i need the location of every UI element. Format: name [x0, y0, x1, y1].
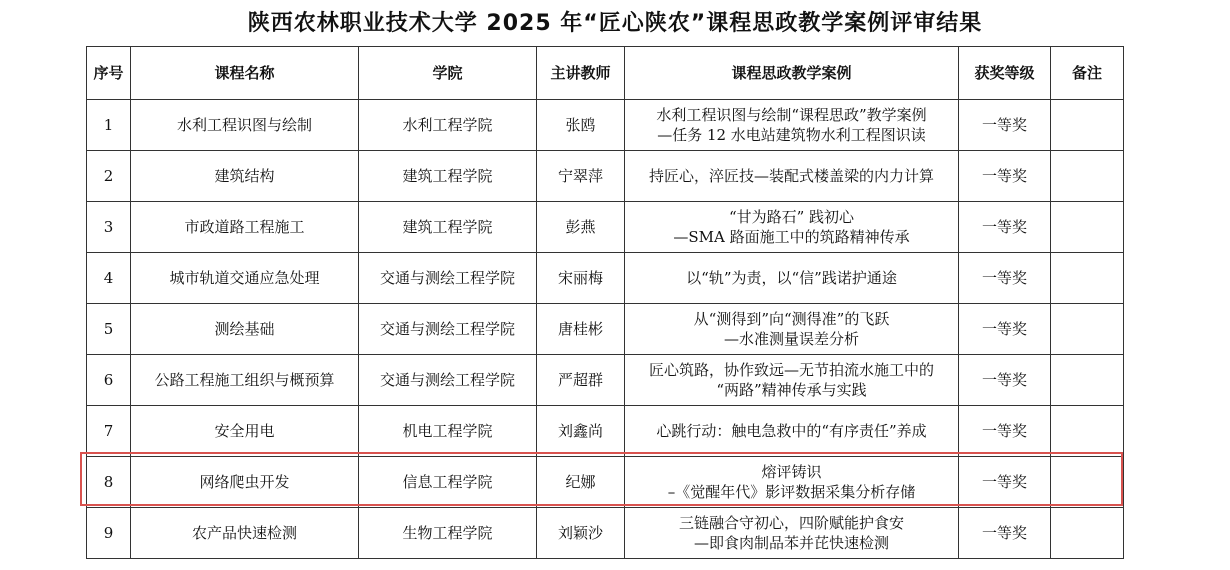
- cell-course: 水利工程识图与绘制: [131, 100, 359, 151]
- cell-college: 水利工程学院: [359, 100, 537, 151]
- cell-award: 一等奖: [959, 508, 1051, 559]
- header-case: 课程思政教学案例: [625, 47, 959, 100]
- table-row: [87, 202, 1124, 253]
- case-line: 以“轨”为责，以“信”践诺护通途: [686, 269, 897, 287]
- case-line: 持匠心，淬匠技—装配式楼盖梁的内力计算: [648, 167, 934, 185]
- cell-college: 建筑工程学院: [359, 202, 537, 253]
- cell-teacher: 纪娜: [537, 457, 625, 508]
- cell-award: 一等奖: [959, 253, 1051, 304]
- header-teacher: 主讲教师: [537, 47, 625, 100]
- table-row: [87, 253, 1124, 304]
- cell-award: 一等奖: [959, 304, 1051, 355]
- table-row: [87, 151, 1124, 202]
- cell-remark: [1051, 304, 1124, 355]
- cell-no: 6: [87, 355, 131, 406]
- results-table: [86, 46, 1124, 559]
- header-college: 学院: [359, 47, 537, 100]
- case-line: –《觉醒年代》影评数据采集分析存储: [667, 483, 916, 501]
- cell-teacher: 宋丽梅: [537, 253, 625, 304]
- cell-no: 5: [87, 304, 131, 355]
- cell-course: 建筑结构: [131, 151, 359, 202]
- cell-teacher: 刘鑫尚: [537, 406, 625, 457]
- cell-award: 一等奖: [959, 457, 1051, 508]
- cell-teacher: 唐桂彬: [537, 304, 625, 355]
- cell-remark: [1051, 202, 1124, 253]
- cell-teacher: 宁翠萍: [537, 151, 625, 202]
- cell-course: 测绘基础: [131, 304, 359, 355]
- page-title: 陕西农林职业技术大学 2025 年“匠心陕农”课程思政教学案例评审结果: [247, 11, 983, 36]
- cell-course: 公路工程施工组织与概预算: [131, 355, 359, 406]
- cell-no: 9: [87, 508, 131, 559]
- cell-teacher: 张鸥: [537, 100, 625, 151]
- cell-remark: [1051, 100, 1124, 151]
- table-row: [87, 100, 1124, 151]
- case-line: —任务 12 水电站建筑物水利工程图识读: [657, 126, 926, 144]
- cell-course: 农产品快速检测: [131, 508, 359, 559]
- cell-college: 信息工程学院: [359, 457, 537, 508]
- header-remark: 备注: [1051, 47, 1124, 100]
- cell-case: [625, 355, 959, 406]
- cell-course: 市政道路工程施工: [131, 202, 359, 253]
- cell-award: 一等奖: [959, 355, 1051, 406]
- cell-case: [625, 304, 959, 355]
- cell-remark: [1051, 151, 1124, 202]
- cell-college: 交通与测绘工程学院: [359, 253, 537, 304]
- cell-case: [625, 508, 959, 559]
- table-row: [87, 355, 1124, 406]
- cell-college: 交通与测绘工程学院: [359, 304, 537, 355]
- cell-teacher: 彭燕: [537, 202, 625, 253]
- cell-case: [625, 457, 959, 508]
- cell-case: [625, 253, 959, 304]
- cell-no: 7: [87, 406, 131, 457]
- cell-no: 3: [87, 202, 131, 253]
- cell-award: 一等奖: [959, 151, 1051, 202]
- cell-no: 1: [87, 100, 131, 151]
- case-line: —水准测量误差分析: [723, 330, 859, 348]
- table-row: [87, 508, 1124, 559]
- cell-no: 8: [87, 457, 131, 508]
- case-line: 心跳行动：触电急救中的“有序责任”养成: [656, 422, 927, 440]
- cell-case: [625, 202, 959, 253]
- table-row: [87, 457, 1124, 508]
- cell-remark: [1051, 508, 1124, 559]
- cell-teacher: 刘颖沙: [537, 508, 625, 559]
- cell-case: [625, 151, 959, 202]
- case-line: 熔评铸识: [761, 463, 822, 481]
- case-line: 水利工程识图与绘制“课程思政”教学案例: [656, 106, 927, 124]
- cell-remark: [1051, 457, 1124, 508]
- case-line: “甘为路石” 践初心: [728, 208, 855, 226]
- case-line: 三链融合守初心，四阶赋能护食安: [678, 514, 904, 532]
- cell-award: 一等奖: [959, 406, 1051, 457]
- header-course: 课程名称: [131, 47, 359, 100]
- cell-remark: [1051, 406, 1124, 457]
- table-row: [87, 304, 1124, 355]
- header-no: 序号: [87, 47, 131, 100]
- case-line: —SMA 路面施工中的筑路精神传承: [673, 228, 910, 246]
- cell-no: 4: [87, 253, 131, 304]
- header-row: [87, 47, 1124, 100]
- case-line: 匠心筑路，协作致远—无节拍流水施工中的: [648, 361, 934, 379]
- cell-case: [625, 406, 959, 457]
- cell-teacher: 严超群: [537, 355, 625, 406]
- case-line: “两路”精神传承与实践: [716, 381, 867, 399]
- cell-college: 机电工程学院: [359, 406, 537, 457]
- cell-course: 网络爬虫开发: [131, 457, 359, 508]
- table-row: [87, 406, 1124, 457]
- cell-case: [625, 100, 959, 151]
- cell-award: 一等奖: [959, 100, 1051, 151]
- case-line: —即食肉制品苯并芘快速检测: [693, 534, 889, 552]
- header-award: 获奖等级: [959, 47, 1051, 100]
- cell-course: 安全用电: [131, 406, 359, 457]
- cell-award: 一等奖: [959, 202, 1051, 253]
- cell-no: 2: [87, 151, 131, 202]
- case-line: 从“测得到”向“测得准”的飞跃: [693, 310, 890, 328]
- cell-remark: [1051, 253, 1124, 304]
- cell-college: 生物工程学院: [359, 508, 537, 559]
- cell-college: 建筑工程学院: [359, 151, 537, 202]
- cell-remark: [1051, 355, 1124, 406]
- cell-course: 城市轨道交通应急处理: [131, 253, 359, 304]
- cell-college: 交通与测绘工程学院: [359, 355, 537, 406]
